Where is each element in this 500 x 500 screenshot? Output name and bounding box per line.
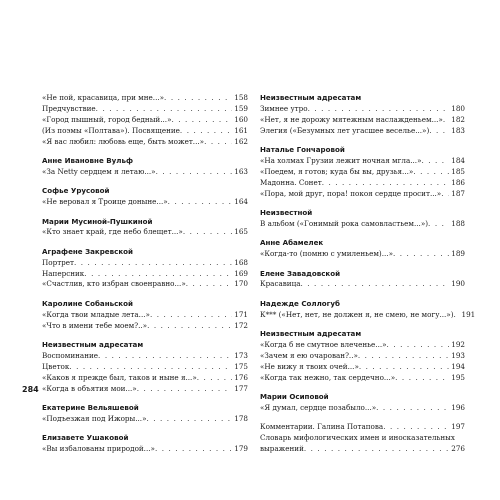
dot-leader (393, 249, 449, 260)
section-heading-text: Елене Завадовской (260, 268, 341, 278)
dot-leader (96, 104, 233, 115)
section-heading-text: Неизвестным адресатам (260, 329, 362, 339)
toc-entry-title: «Когда в объятия мои...» (42, 383, 137, 393)
toc-entry (260, 219, 465, 230)
dot-leader (69, 362, 232, 373)
dot-leader (376, 403, 449, 414)
section-heading-text: Анне Ивановне Вульф (42, 155, 133, 165)
dot-leader (204, 137, 232, 148)
toc-entry (42, 279, 248, 290)
toc-entry-title: «Я думал, сердце позабыло...» (260, 402, 377, 412)
toc-entry-title: Наперсник (42, 268, 85, 278)
toc-entry-title: «Не веровал я Троице доныне...» (42, 197, 168, 207)
dot-leader (387, 340, 450, 351)
toc-entry-page: 163 (234, 166, 248, 176)
dot-leader (137, 384, 233, 395)
section-heading-text: Софье Урусовой (42, 186, 110, 196)
toc-entry-page: 187 (451, 188, 465, 198)
section-heading-text: Анне Абамелек (260, 238, 324, 248)
toc-entry-page: 169 (234, 268, 248, 278)
toc-entry-page: 176 (234, 372, 248, 382)
toc-entry (260, 178, 465, 189)
toc-entry-page: 195 (451, 372, 465, 382)
toc-entry-page: 160 (234, 114, 248, 124)
section-heading (42, 433, 248, 444)
toc-entry-title: «Счастлив, кто избран своенравно...» (42, 279, 186, 289)
section-heading (42, 340, 248, 351)
toc-entry-title: В альбом («Гонимый рока самовластьем...») (260, 218, 429, 228)
toc-entry (42, 227, 248, 238)
toc-entry-title: Предчувствие (42, 103, 96, 113)
toc-entry-title: «Когда-то (помню с умиленьем)...» (260, 249, 393, 259)
dot-leader (74, 258, 232, 269)
spacer (42, 208, 248, 217)
toc-entry-page: 276 (451, 444, 465, 454)
spacer (42, 178, 248, 187)
toc-entry-page: 164 (234, 197, 248, 207)
spacer (260, 230, 465, 239)
section-heading (42, 217, 248, 228)
dot-leader (150, 310, 232, 321)
toc-entry (260, 444, 465, 455)
toc-entry-title: Воспоминание (42, 350, 99, 360)
section-heading (260, 93, 465, 104)
toc-entry-title: (Из поэмы «Полтава»). Посвящение (42, 125, 180, 135)
toc-entry-page: 186 (451, 177, 465, 187)
dot-leader (441, 189, 449, 200)
section-heading-text: Марии Осиповой (260, 392, 329, 402)
section-heading-text: Надежде Соллогуб (260, 298, 340, 308)
toc-entry-page: 172 (234, 320, 248, 330)
spacer (260, 414, 465, 423)
toc-entry (42, 126, 248, 137)
toc-entry-page: 180 (451, 103, 465, 113)
toc-entry-page: 193 (451, 350, 465, 360)
dot-leader (395, 373, 449, 384)
toc-entry (42, 93, 248, 104)
toc-entry-title: Словарь мифологических имен и иносказательных (260, 433, 455, 443)
spacer (260, 137, 465, 146)
spacer (42, 147, 248, 156)
toc-entry-page: 179 (234, 444, 248, 454)
spacer (42, 332, 248, 341)
toc-entry-title: «Что в имени тебе моем?..» (42, 320, 148, 330)
spacer (260, 290, 465, 299)
toc-entry-title: «Когда так нежно, так сердечно...» (260, 372, 396, 382)
section-heading (42, 403, 248, 414)
toc-entry-title: «Пора, мой друг, пора! покоя сердце просит...» (260, 188, 442, 198)
section-heading-text: Неизвестным адресатам (260, 92, 362, 102)
toc-entry-title: К*** («Нет, нет, не должен я, не смею, не могу...») (260, 309, 454, 319)
dot-leader (156, 167, 233, 178)
section-heading (42, 299, 248, 310)
toc-right-column (260, 92, 476, 455)
section-heading (260, 329, 465, 340)
dot-leader (359, 362, 449, 373)
section-heading (42, 247, 248, 258)
dot-leader (308, 104, 450, 115)
dot-leader (197, 373, 233, 384)
dot-leader (84, 269, 232, 280)
section-heading-text: Екатерине Вельяшевой (42, 402, 139, 412)
dot-leader (322, 178, 450, 189)
spacer (42, 394, 248, 403)
section-heading-text: Аграфене Закревской (42, 246, 133, 256)
toc-entry-page: 182 (451, 114, 465, 124)
dot-leader (304, 444, 449, 455)
toc-entry-title: «Поедем, я готов; куда бы вы, друзья...» (260, 166, 414, 176)
toc-entry-page: 159 (234, 103, 248, 113)
toc-entry (42, 258, 248, 269)
toc-entry (42, 137, 248, 148)
toc-entry-title: выражений (260, 444, 304, 454)
toc-entry (42, 321, 248, 332)
toc-entry (260, 340, 465, 351)
toc-entry-page: 184 (451, 155, 465, 165)
spacer (260, 384, 465, 393)
toc-entry-title: Красавица (260, 279, 301, 289)
dot-leader (383, 422, 449, 433)
dot-leader (171, 115, 232, 126)
spacer (260, 321, 465, 330)
toc-entry (260, 373, 465, 384)
dot-leader (421, 156, 449, 167)
toc-entry (42, 104, 248, 115)
toc-entry-page: 188 (451, 218, 465, 228)
toc-entry (260, 279, 465, 290)
toc-entry-title: «Когда б не смутное влеченье...» (260, 340, 387, 350)
toc-entry-title: «Вы избалованы природой...» (42, 444, 155, 454)
toc-entry (260, 167, 465, 178)
dot-leader (147, 321, 232, 332)
toc-entry-title: «За Netty сердцем я летаю...» (42, 166, 156, 176)
toc-entry-page: 183 (451, 125, 465, 135)
toc-entry (260, 403, 465, 414)
toc-entry (260, 362, 465, 373)
toc-entry-title: «Не пой, красавица, при мне...» (42, 92, 165, 102)
toc-left-column (42, 93, 248, 455)
toc-entry-title: «Подъезжая под Ижоры...» (42, 413, 147, 423)
dot-leader (147, 414, 233, 425)
toc-entry (42, 362, 248, 373)
dot-leader (301, 279, 450, 290)
toc-entry-title: «Нет, я не дорожу мятежным наслажденьем...» (260, 114, 443, 124)
toc-entry-page: 165 (234, 227, 248, 237)
toc-entry-page: 190 (451, 279, 465, 289)
toc-entry-page: 185 (451, 166, 465, 176)
dot-leader (180, 126, 232, 137)
section-heading (260, 145, 465, 156)
dot-leader (413, 167, 449, 178)
toc-entry (260, 126, 465, 137)
toc-entry (42, 197, 248, 208)
toc-entry-page: 197 (451, 422, 465, 432)
dot-leader (429, 126, 449, 137)
section-heading (260, 238, 465, 249)
toc-entry-title: «Когда твои младые лета...» (42, 309, 150, 319)
toc-entry-title: Зимнее утро (260, 103, 308, 113)
toc-entry (42, 414, 248, 425)
toc-entry (42, 384, 248, 395)
toc-entry-title: «Каков я прежде был, таков и ныне я...» (42, 372, 197, 382)
dot-leader (183, 227, 232, 238)
toc-entry-page: 170 (234, 279, 248, 289)
section-heading-text: Неизвестной (260, 208, 313, 217)
section-heading-text: Каролине Собаньской (42, 298, 133, 308)
toc-entry-page: 158 (234, 92, 248, 102)
page-number: 284 (22, 385, 39, 394)
toc-entry (260, 189, 465, 200)
toc-entry-page: 171 (234, 309, 248, 319)
toc-entry-page: 168 (234, 257, 248, 267)
section-heading (42, 186, 248, 197)
toc-entry-page: 192 (451, 340, 465, 350)
dot-leader (98, 351, 232, 362)
toc-entry-title: «Зачем я ею очарован?..» (260, 350, 358, 360)
section-heading-text: Неизвестным адресатам (42, 340, 144, 350)
dot-leader (164, 93, 232, 104)
toc-entry-title: «На холмах Грузии лежит ночная мгла...» (260, 155, 422, 165)
toc-entry-page: 196 (451, 402, 465, 412)
toc-entry-title: «Кто знает край, где небо блещет...» (42, 227, 183, 237)
toc-entry (42, 167, 248, 178)
dot-leader (428, 219, 449, 230)
toc-entry (42, 310, 248, 321)
spacer (42, 238, 248, 247)
toc-entry (42, 373, 248, 384)
toc-entry (42, 269, 248, 280)
toc-entry (42, 444, 248, 455)
toc-entry-page: 177 (234, 383, 248, 393)
toc-entry-title: Мадонна. Сонет (260, 177, 322, 187)
dot-leader (155, 444, 232, 455)
toc-entry-title: «Не вижу я твоих очей...» (260, 361, 359, 371)
dot-leader (186, 279, 233, 290)
toc-entry (260, 433, 465, 444)
toc-entry (42, 115, 248, 126)
spacer (42, 290, 248, 299)
toc-entry-title: Портрет (42, 257, 75, 267)
section-heading (260, 208, 465, 219)
toc-entry-page: 191 (461, 309, 476, 319)
toc-entry (260, 104, 465, 115)
section-heading-text: Елизавете Ушаковой (42, 433, 129, 443)
toc-entry (260, 249, 465, 260)
toc-entry (260, 309, 476, 321)
section-heading-text: Марии Мусиной-Пушкиной (42, 216, 153, 226)
toc-entry-page: 178 (234, 413, 248, 423)
toc-entry-page: 162 (234, 136, 248, 146)
spacer (260, 260, 465, 269)
toc-entry-title: Элегия («Безумных лет угасшее веселье...») (260, 125, 430, 135)
toc-entry (260, 422, 465, 433)
dot-leader (358, 351, 449, 362)
spacer (260, 200, 465, 209)
toc-entry (260, 115, 465, 126)
toc-entry-title: «Я вас любил: любовь еще, быть может...» (42, 136, 205, 146)
section-heading (42, 156, 248, 167)
section-heading (260, 299, 465, 310)
dot-leader (168, 197, 233, 208)
toc-entry-page: 161 (234, 125, 248, 135)
toc-entry-page: 194 (451, 361, 465, 371)
spacer (42, 425, 248, 434)
toc-entry (260, 351, 465, 362)
toc-entry (42, 351, 248, 362)
toc-entry-title: «Город пышный, город бедный...» (42, 114, 172, 124)
toc-entry-page: 173 (234, 350, 248, 360)
toc-entry-page: 175 (234, 361, 248, 371)
toc-entry-title: Цветок (42, 361, 70, 371)
section-heading (260, 392, 465, 403)
section-heading (260, 269, 465, 280)
section-heading-text: Наталье Гончаровой (260, 145, 345, 155)
toc-entry-title: Комментарии. Галина Потапова (260, 422, 384, 432)
toc-entry-page: 189 (451, 249, 465, 259)
toc-entry (260, 156, 465, 167)
